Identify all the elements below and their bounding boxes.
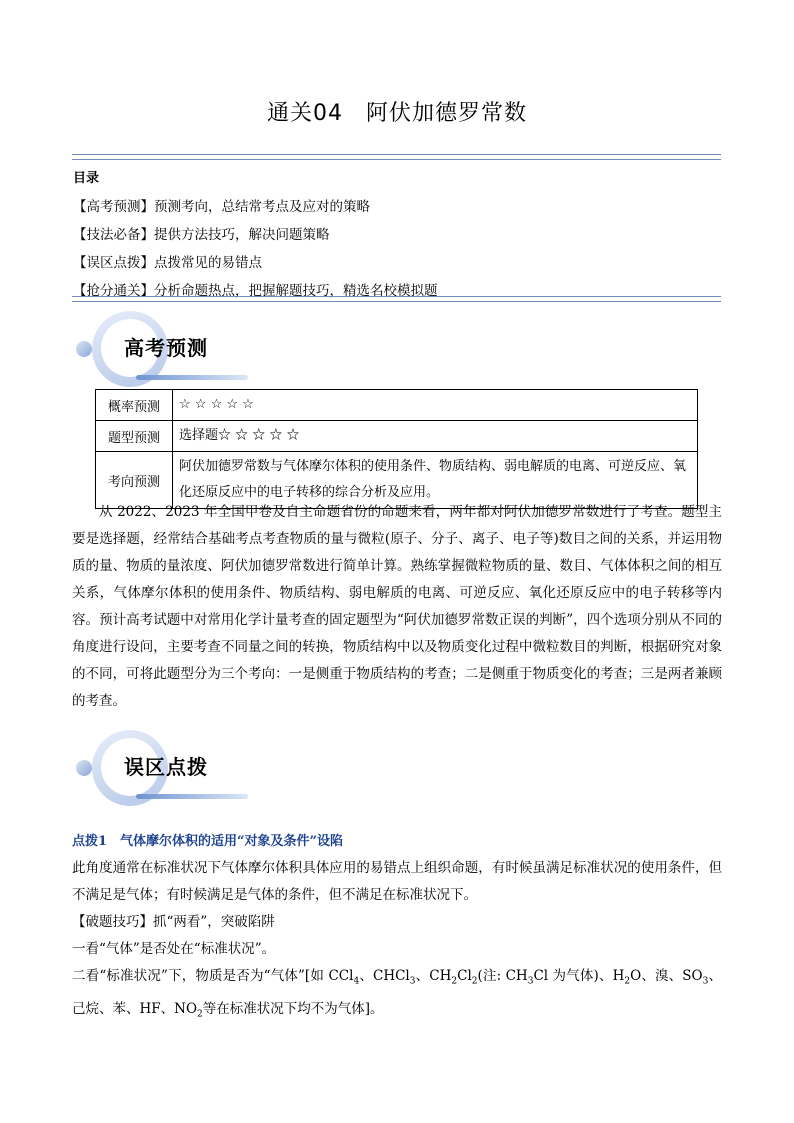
banner-dot bbox=[76, 341, 92, 357]
subscript: 2 bbox=[451, 976, 458, 987]
banner-stripe bbox=[136, 375, 248, 380]
toc-item[interactable]: 【技法必备】提供方法技巧，解决问题策略 bbox=[73, 227, 330, 243]
table-of-contents bbox=[73, 165, 438, 305]
section-title: 误区点拨 bbox=[124, 755, 208, 779]
subscript: 3 bbox=[527, 976, 534, 987]
table-row bbox=[96, 390, 698, 421]
section-banner-prediction bbox=[76, 310, 266, 388]
section-banner-misconceptions bbox=[76, 729, 266, 807]
text-run: O、溴、SO bbox=[630, 968, 703, 984]
text-run: Cl 为气体)、H bbox=[533, 968, 625, 984]
banner-dot bbox=[76, 760, 92, 776]
look-two bbox=[72, 963, 722, 1028]
subscript: 2 bbox=[197, 1009, 203, 1020]
toc-item[interactable]: 【抢分通关】分析命题热点，把握解题技巧，精选名校模拟题 bbox=[73, 283, 438, 299]
technique-line: 【破题技巧】抓“两看”，突破陷阱 bbox=[72, 914, 275, 930]
text-run: 二看“标准状况”下，物质是否为“气体”[如 CCl bbox=[72, 968, 354, 984]
header-divider bbox=[72, 154, 721, 160]
text-run: 、CH bbox=[415, 968, 452, 984]
toc-item[interactable]: 【高考预测】预测考向，总结常考点及应对的策略 bbox=[73, 199, 370, 215]
subscript: 4 bbox=[353, 976, 360, 987]
subscript: 2 bbox=[624, 976, 631, 987]
page-title: 通关04 阿伏加德罗常数 bbox=[267, 101, 527, 126]
tip-block bbox=[72, 828, 722, 1028]
table-value: ☆ ☆ ☆ ☆ ☆ bbox=[173, 390, 698, 421]
prediction-table bbox=[95, 389, 698, 509]
subscript: 2 bbox=[471, 976, 478, 987]
subscript: 3 bbox=[409, 976, 416, 987]
table-key: 题型预测 bbox=[96, 421, 173, 452]
table-value: 选择题☆ ☆ ☆ ☆ ☆ bbox=[173, 421, 698, 452]
tip-title: 点拨1 气体摩尔体积的适用“对象及条件”设陷 bbox=[72, 834, 344, 849]
tip-body: 此角度通常在标准状况下气体摩尔体积具体应用的易错点上组织命题，有时候虽满足标准状况的使用条件，但不满足是气体；有时候满足是气体的条件，但不满足在标准状况下。 bbox=[72, 860, 722, 903]
text-run: (注: CH bbox=[477, 968, 528, 984]
toc-divider bbox=[72, 296, 721, 302]
table-value: 阿伏加德罗常数与气体摩尔体积的使用条件、物质结构、弱电解质的电离、可逆反应、氧化还原反应中的电子转移的综合分析及应用。 bbox=[173, 452, 698, 509]
text-run: 、己烷、苯、HF、NO bbox=[72, 968, 723, 1017]
text-run: 、CHCl bbox=[359, 968, 410, 984]
analysis-paragraph bbox=[72, 499, 722, 715]
toc-item[interactable]: 【误区点拨】点拨常见的易错点 bbox=[73, 255, 262, 271]
text-run: 等在标准状况下均不为气体]。 bbox=[202, 1000, 384, 1017]
section-title: 高考预测 bbox=[124, 336, 208, 360]
subscript: 3 bbox=[702, 976, 709, 987]
toc-heading: 目录 bbox=[73, 171, 100, 186]
banner-stripe bbox=[136, 794, 248, 799]
table-key: 考向预测 bbox=[96, 452, 173, 509]
table-row bbox=[96, 421, 698, 452]
table-key: 概率预测 bbox=[96, 390, 173, 421]
text-run: Cl bbox=[457, 968, 472, 984]
analysis-text: 从 2022、2023 年全国甲卷及自主命题省份的命题来看，两年都对阿伏加德罗常数进行了考查。题型主要是选择题，经常结合基础考点考查物质的量与微粒(原子、分子、离子、电子等)数目之间的关系，并运用物质的量、物质的量浓度、阿伏加德罗常数进行简单计算。熟练掌握微粒物质的量、数目、气体体积之间的相互关系，气体摩尔体积的使用条件、物质结构、弱电解质的电离、可逆反应、氧化还原反应中的电子转移等内容。预计高考试题中对常用化学计量考查的固定题型为“阿伏加德罗常数正误的判断”，四个选项分别从不同的角度进行设问，主要考查不同量之间的转换，物质结构中以及物质变化过程中微粒数目的判断，根据研究对象的不同，可将此题型分为三个考向：一是侧重于物质结构的考查；二是侧重于物质变化的考查；三是两者兼顾的考查。 bbox=[72, 504, 722, 709]
look-one: 一看“气体”是否处在“标准状况”。 bbox=[72, 941, 276, 957]
